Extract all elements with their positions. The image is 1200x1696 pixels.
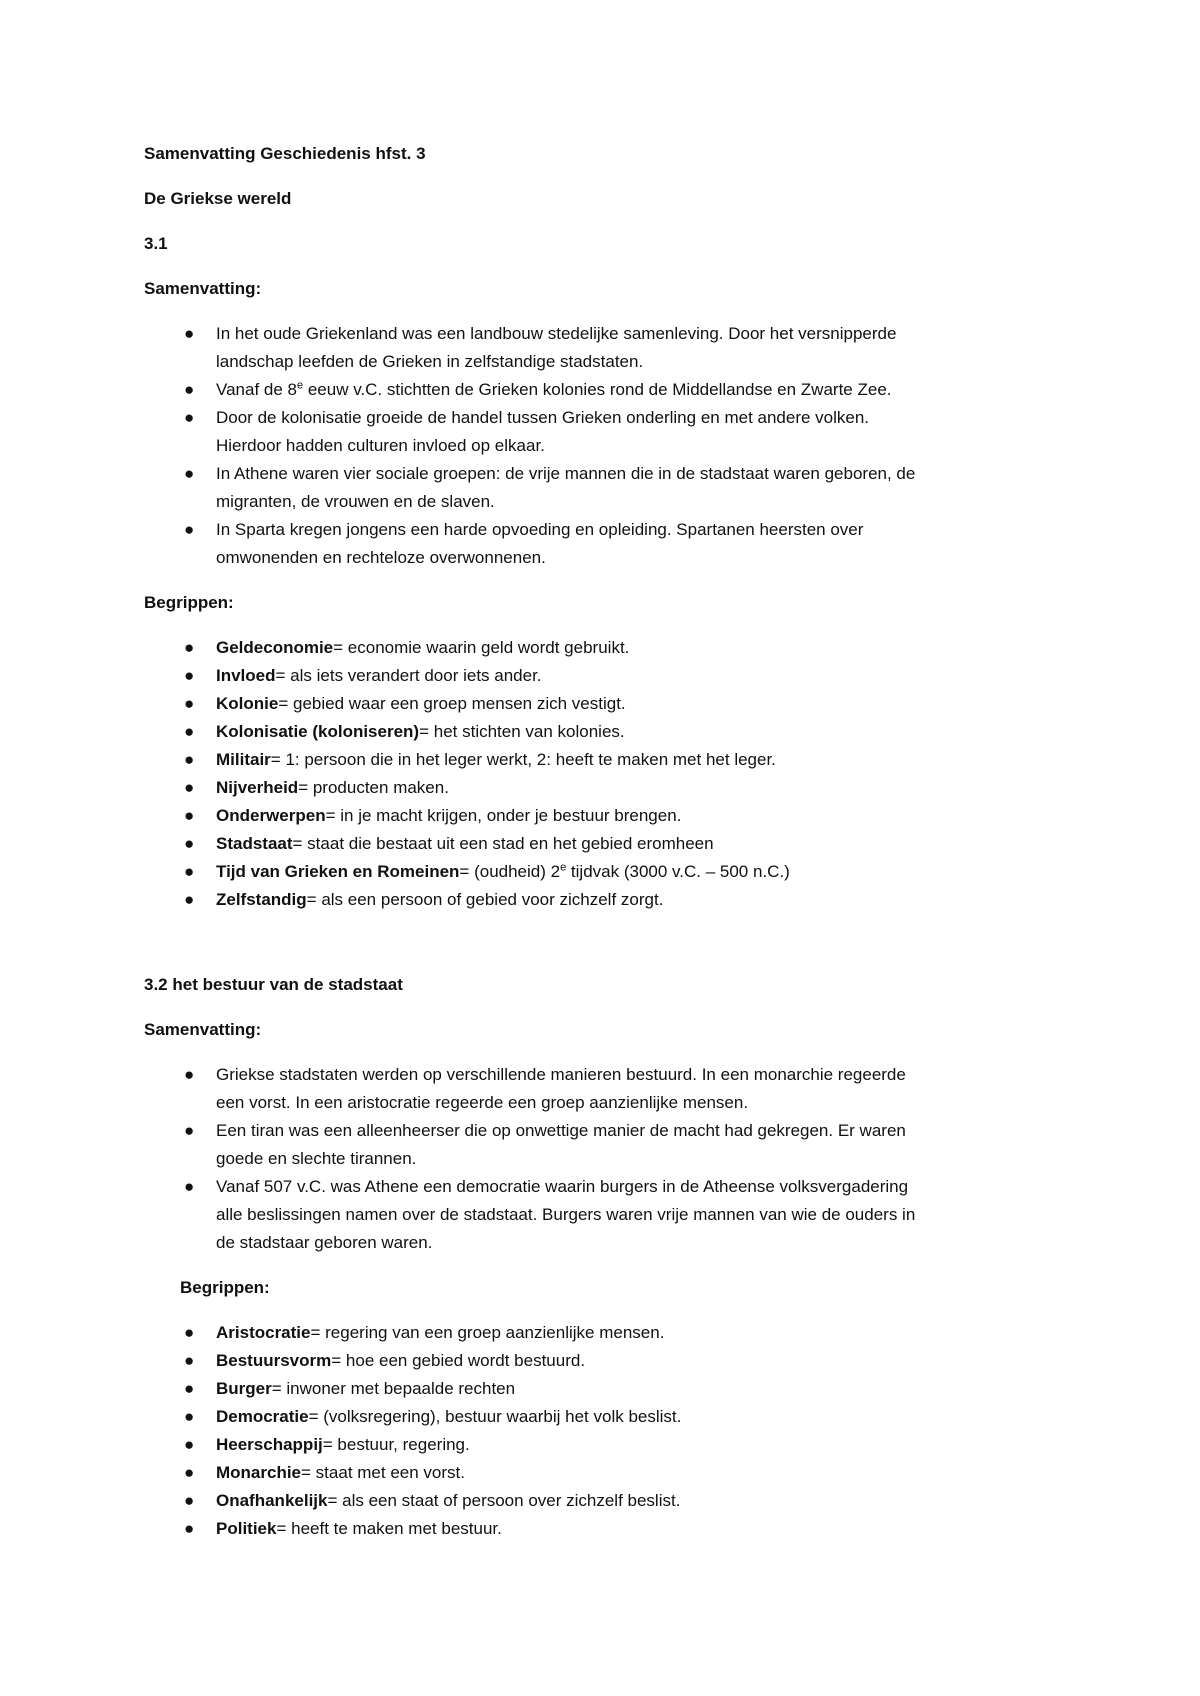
term-item xyxy=(144,802,1064,830)
term-name: Democratie xyxy=(216,1407,309,1426)
bullet-icon: ● xyxy=(184,694,195,713)
term-item xyxy=(144,1459,1064,1487)
term-definition: = hoe een gebied wordt bestuurd. xyxy=(331,1351,586,1370)
terms-list-3-1 xyxy=(144,634,1064,914)
bullet-icon: ● xyxy=(184,520,195,539)
summary-list-3-1 xyxy=(144,320,1064,572)
bullet-icon: ● xyxy=(184,1323,195,1342)
term-item xyxy=(144,774,1064,802)
term-name: Burger xyxy=(216,1379,272,1398)
bullet-icon: ● xyxy=(184,638,195,657)
term-item xyxy=(144,1515,1064,1543)
bullet-icon: ● xyxy=(184,862,195,881)
term-definition: = als een staat of persoon over zichzelf beslist. xyxy=(327,1491,681,1510)
term-name: Monarchie xyxy=(216,1463,302,1482)
term-name: Kolonie xyxy=(216,694,279,713)
bullet-icon: ● xyxy=(184,464,195,483)
section-spacer xyxy=(144,931,1064,971)
list-item: ● In Athene waren vier sociale groepen: de vrije mannen die in de stadstaat waren geboren, de migranten, de vrouwen en de slaven. xyxy=(144,460,1064,516)
term-name: Nijverheid xyxy=(216,778,299,797)
list-item: ● In Sparta kregen jongens een harde opvoeding en opleiding. Spartanen heersten over omwonenden en rechteloze overwonnenen. xyxy=(144,516,1064,572)
document-page xyxy=(144,140,1064,1560)
term-item xyxy=(144,1431,1064,1459)
term-definition: = in je macht krijgen, onder je bestuur brengen. xyxy=(325,806,682,825)
bullet-icon: ● xyxy=(184,750,195,769)
term-definition: = producten maken. xyxy=(298,778,449,797)
list-item: ● Door de kolonisatie groeide de handel tussen Grieken onderling en met andere volken. Hierdoor hadden culturen invloed op elkaar. xyxy=(144,404,1064,460)
document-title: Samenvatting Geschiedenis hfst. 3 xyxy=(144,144,426,163)
term-item xyxy=(144,1319,1064,1347)
bullet-icon: ● xyxy=(184,324,195,343)
term-definition: = gebied waar een groep mensen zich vestigt. xyxy=(278,694,626,713)
bullet-icon: ● xyxy=(184,834,195,853)
term-name: Heerschappij xyxy=(216,1435,323,1454)
bullet-icon: ● xyxy=(184,1065,195,1084)
list-item: ● Griekse stadstaten werden op verschillende manieren bestuurd. In een monarchie regeerde een vorst. In een aristocratie regeerde een groep aanzienlijke mensen. xyxy=(144,1061,1064,1117)
term-definition: = (oudheid) 2 xyxy=(459,862,561,881)
term-name: Militair xyxy=(216,750,271,769)
bullet-icon: ● xyxy=(184,1463,195,1482)
term-definition: = het stichten van kolonies. xyxy=(419,722,625,741)
term-definition: = regering van een groep aanzienlijke mensen. xyxy=(310,1323,665,1342)
term-item xyxy=(144,1487,1064,1515)
bullet-icon: ● xyxy=(184,408,195,427)
term-definition: = staat die bestaat uit een stad en het gebied eromheen xyxy=(292,834,714,853)
list-item: ● In het oude Griekenland was een landbouw stedelijke samenleving. Door het versnipperde landschap leefden de Grieken in zelfstandige stadstaten. xyxy=(144,320,1064,376)
term-item xyxy=(144,1347,1064,1375)
term-name: Tijd van Grieken en Romeinen xyxy=(216,862,460,881)
term-name: Kolonisatie (koloniseren) xyxy=(216,722,420,741)
bullet-icon: ● xyxy=(184,1121,195,1140)
list-item: ● Vanaf 507 v.C. was Athene een democratie waarin burgers in de Atheense volksvergadering alle beslissingen namen over de stadstaat. Burgers waren vrije mannen van wie de ouders in de stadstaar geboren waren. xyxy=(144,1173,1064,1257)
summary-heading-3-1: Samenvatting: xyxy=(144,279,262,298)
terms-heading-3-1: Begrippen: xyxy=(144,593,234,612)
summary-list-3-2 xyxy=(144,1061,1064,1257)
term-definition: = staat met een vorst. xyxy=(301,1463,465,1482)
term-name: Zelfstandig xyxy=(216,890,307,909)
bullet-icon: ● xyxy=(184,806,195,825)
bullet-icon: ● xyxy=(184,1435,195,1454)
bullet-icon: ● xyxy=(184,890,195,909)
terms-list-3-2 xyxy=(144,1319,1064,1543)
term-definition: = heeft te maken met bestuur. xyxy=(276,1519,502,1538)
term-definition: = 1: persoon die in het leger werkt, 2: heeft te maken met het leger. xyxy=(270,750,776,769)
summary-heading-3-2: Samenvatting: xyxy=(144,1020,262,1039)
bullet-icon: ● xyxy=(184,1407,195,1426)
bullet-icon: ● xyxy=(184,666,195,685)
terms-heading-3-2: Begrippen: xyxy=(180,1278,270,1297)
bullet-icon: ● xyxy=(184,380,195,399)
term-name: Stadstaat xyxy=(216,834,293,853)
section-number-3-1: 3.1 xyxy=(144,234,168,253)
term-item xyxy=(144,1375,1064,1403)
term-definition: = bestuur, regering. xyxy=(322,1435,470,1454)
term-definition: = inwoner met bepaalde rechten xyxy=(271,1379,516,1398)
bullet-icon: ● xyxy=(184,722,195,741)
term-item xyxy=(144,662,1064,690)
term-item xyxy=(144,886,1064,914)
list-item: ● Vanaf de 8e eeuw v.C. stichtten de Grieken kolonies rond de Middellandse en Zwarte Zee. xyxy=(144,376,1064,404)
bullet-icon: ● xyxy=(184,1379,195,1398)
term-item xyxy=(144,690,1064,718)
section-heading-3-2: 3.2 het bestuur van de stadstaat xyxy=(144,975,403,994)
term-name: Politiek xyxy=(216,1519,277,1538)
term-name: Geldeconomie xyxy=(216,638,334,657)
term-item xyxy=(144,746,1064,774)
list-item: ● Een tiran was een alleenheerser die op onwettige manier de macht had gekregen. Er waren goede en slechte tirannen. xyxy=(144,1117,1064,1173)
bullet-icon: ● xyxy=(184,1351,195,1370)
bullet-icon: ● xyxy=(184,778,195,797)
term-item xyxy=(144,830,1064,858)
term-item xyxy=(144,1403,1064,1431)
bullet-icon: ● xyxy=(184,1491,195,1510)
document-subtitle: De Griekse wereld xyxy=(144,189,292,208)
term-definition: = als een persoon of gebied voor zichzelf zorgt. xyxy=(306,890,664,909)
term-name: Bestuursvorm xyxy=(216,1351,332,1370)
term-item xyxy=(144,718,1064,746)
term-item: ● Tijd van Grieken en Romeinen= (oudheid) 2e tijdvak (3000 v.C. – 500 n.C.) xyxy=(144,858,1064,886)
term-definition: = (volksregering), bestuur waarbij het volk beslist. xyxy=(308,1407,682,1426)
bullet-icon: ● xyxy=(184,1177,195,1196)
bullet-icon: ● xyxy=(184,1519,195,1538)
term-name: Onafhankelijk xyxy=(216,1491,328,1510)
term-item xyxy=(144,634,1064,662)
term-definition: = economie waarin geld wordt gebruikt. xyxy=(333,638,630,657)
term-name: Onderwerpen xyxy=(216,806,326,825)
term-name: Aristocratie xyxy=(216,1323,311,1342)
term-name: Invloed xyxy=(216,666,276,685)
term-definition: = als iets verandert door iets ander. xyxy=(275,666,542,685)
